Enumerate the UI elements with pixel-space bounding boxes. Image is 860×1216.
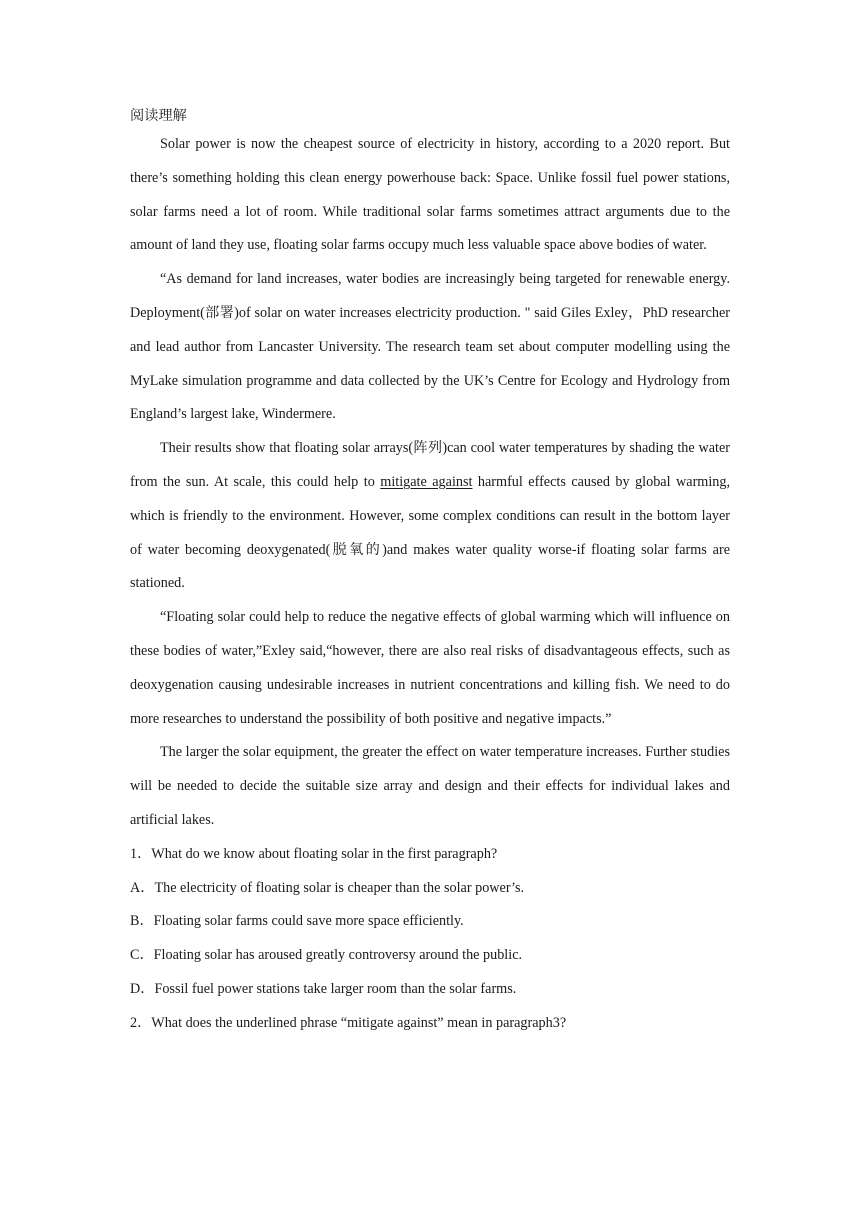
option-label: B． [130, 913, 154, 930]
option-b [130, 905, 730, 939]
option-c [130, 939, 730, 973]
option-d [130, 973, 730, 1007]
option-text: Floating solar has aroused greatly controversy around the public. [153, 947, 523, 964]
paragraph-4: “Floating solar could help to reduce the negative effects of global warming which will influence on these bodies of water,”Exley said,“however, there are also real risks of disadvantageous effects, such as deoxygenation causing undesirable increases in nutrient concentrations and killing fish. We need to do more researches to understand the possibility of both positive and negative impacts.” [130, 609, 730, 727]
question-1 [130, 838, 730, 872]
paragraph-1: Solar power is now the cheapest source of electricity in history, according to a 2020 report. But there’s something holding this clean energy powerhouse back: Space. Unlike fossil fuel power stations, solar farms need a lot of room. While traditional solar farms sometimes attract arguments due to the amount of land they use, floating solar farms occupy much less valuable space above bodies of water. [130, 136, 730, 254]
section-title: 阅读理解 [130, 108, 187, 124]
underlined-phrase: mitigate against [380, 473, 473, 490]
option-label: C． [130, 947, 154, 964]
option-text: The electricity of floating solar is cheaper than the solar power’s. [154, 879, 525, 896]
paragraph-2: “As demand for land increases, water bodies are increasingly being targeted for renewable energy. Deployment(部署)of solar on water increases electricity production. " said Giles Exley，PhD researcher and lead author from Lancaster University. The research team set about computer modelling using the MyLake simulation programme and data collected by the UK’s Centre for Ecology and Hydrology from England’s largest lake, Windermere. [130, 271, 730, 423]
paragraph-5: The larger the solar equipment, the greater the effect on water temperature increases. Further studies will be needed to decide the suitable size array and design and their effects for individual lakes and artificial lakes. [130, 744, 730, 828]
question-text: What does the underlined phrase “mitigate against” mean in paragraph3? [151, 1014, 567, 1031]
question-2 [130, 1007, 730, 1041]
paragraph-3-before: Their results show that floating solar arrays(阵列)can cool water temperatures by shading the water from the sun. At scale, this could help to [130, 440, 730, 490]
option-text: Fossil fuel power stations take larger room than the solar farms. [154, 980, 517, 997]
question-number: 1． [130, 845, 152, 862]
document-page [130, 104, 730, 1041]
option-a [130, 872, 730, 906]
question-text: What do we know about floating solar in the first paragraph? [151, 845, 498, 862]
paragraph-3-after: harmful effects caused by global warming, which is friendly to the environment. However, some complex conditions can result in the bottom layer of water becoming deoxygenated(脱氧的)and makes water quality worse-if floating solar farms are stationed. [130, 473, 731, 592]
paragraph-3 [130, 432, 730, 601]
option-label: D． [130, 980, 155, 997]
option-text: Floating solar farms could save more space efficiently. [153, 913, 464, 930]
option-label: A． [130, 879, 155, 896]
question-number: 2． [130, 1014, 152, 1031]
